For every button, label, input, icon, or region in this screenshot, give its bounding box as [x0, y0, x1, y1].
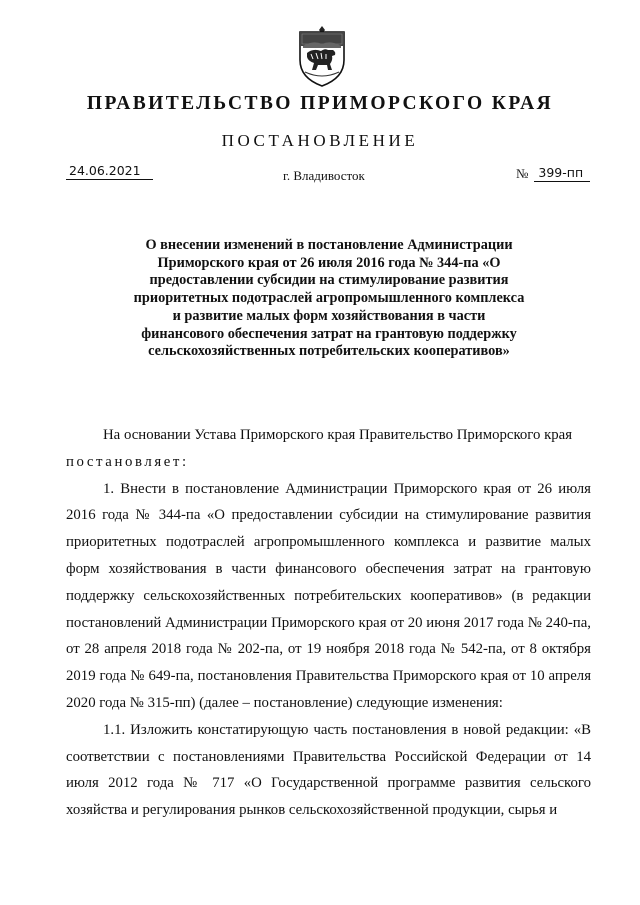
document-number-block: [516, 165, 590, 182]
paragraph-1-1: 1.1. Изложить констатирующую часть постановления в новой редакции: «В соответствии с постановлениями Правительства Российской Федерации от 14 июля 2012 года № 717 «О Государственной программе развития сельского хозяйства и регулирования рынков сельскохозяйственной продукции, сырья и: [66, 721, 591, 819]
document-body: [66, 422, 591, 824]
document-number: 399-пп: [534, 165, 590, 182]
number-sign: №: [516, 166, 529, 181]
primorsky-coat-of-arms-icon: [297, 26, 347, 88]
document-subject: О внесении изменений в постановление Администрации Приморского края от 26 июля 2016 года № 344-па «О предоставлении субсидии на стимулирование развития приоритетных подотраслей агропромышленного комплекса и развитие малых форм хозяйствования в части финансового обеспечения затрат на грантовую поддержку сельскохозяйственных потребительских кооперативов»: [133, 237, 525, 360]
resolves-word: постановляет:: [66, 453, 189, 470]
document-type: ПОСТАНОВЛЕНИЕ: [221, 131, 419, 150]
document-city: г. Владивосток: [283, 168, 365, 183]
document-date: 24.06.2021: [66, 163, 153, 180]
preamble-text: На основании Устава Приморского края Правительство Приморского края: [103, 427, 573, 443]
government-title: ПРАВИТЕЛЬСТВО ПРИМОРСКОГО КРАЯ: [86, 93, 554, 114]
preamble-paragraph: [66, 422, 591, 476]
paragraph-1: 1. Внести в постановление Администрации Приморского края от 26 июля 2016 года № 344-па «О предоставлении субсидии на стимулирование развития приоритетных подотраслей агропромышленного комплекса и развитие малых форм хозяйствования в части финансового обеспечения затрат на грантовую поддержку сельскохозяйственных потребительских кооперативов» (в редакции постановлений Администрации Приморского края от 20 июня 2017 года № 240-па, от 28 апреля 2018 года № 202-па, от 19 ноября 2018 года № 542-па, от 8 октября 2019 года № 649-па, постановления Правительства Приморского края от 10 апреля 2020 года № 315-пп) (далее – постановление) следующие изменения:: [66, 480, 591, 711]
